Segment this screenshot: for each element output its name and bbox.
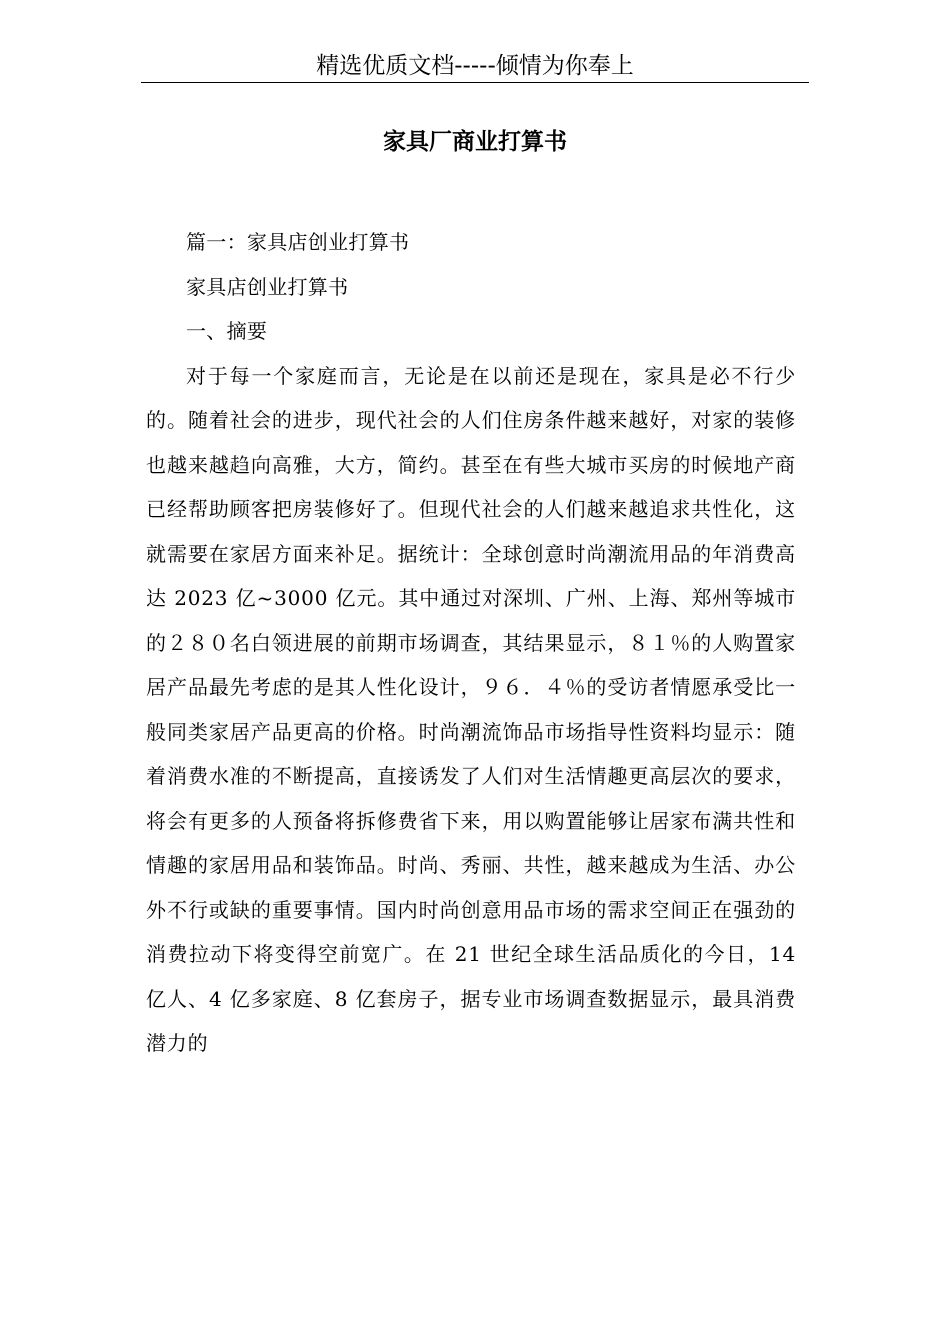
document-body: [146, 220, 796, 1066]
subtitle: 家具店创业打算书: [186, 274, 349, 299]
section-heading: 篇一：家具店创业打算书: [186, 230, 410, 254]
page-header: [141, 50, 809, 83]
header-text: 精选优质文档-----倾情为你奉上: [316, 53, 634, 79]
subsection-heading: 一、摘要: [186, 319, 268, 343]
document-title: 家具厂商业打算书: [383, 129, 567, 155]
body-paragraph: 对于每一个家庭而言，无论是在以前还是现在，家具是必不行少的。随着社会的进步，现代社会的人们住房条件越来越好，对家的装修也越来越趋向高雅，大方，简约。甚至在有些大城市买房的时候地产商已经帮助顾客把房装修好了。但现代社会的人们越来越追求共性化，这就需要在家居方面来补足。据统计：全球创意时尚潮流用品的年消费高达 2023 亿~3000 亿元。其中通过对深圳、广州、上海、郑州等城市的２８０名白领进展的前期市场调查，其结果显示，８１％的人购置家居产品最先考虑的是其人性化设计，９６．４％的受访者情愿承受比一般同类家居产品更高的价格。时尚潮流饰品市场指导性资料均显示：随着消费水准的不断提高，直接诱发了人们对生活情趣更高层次的要求，将会有更多的人预备将拆修费省下来，用以购置能够让居家布满共性和情趣的家居用品和装饰品。时尚、秀丽、共性，越来越成为生活、办公外不行或缺的重要事情。国内时尚创意用品市场的需求空间正在强劲的消费拉动下将变得空前宽广。在 21 世纪全球生活品质化的今日，14 亿人、4 亿多家庭、8 亿套房子，据专业市场调查数据显示，最具消费潜力的: [146, 363, 796, 1055]
